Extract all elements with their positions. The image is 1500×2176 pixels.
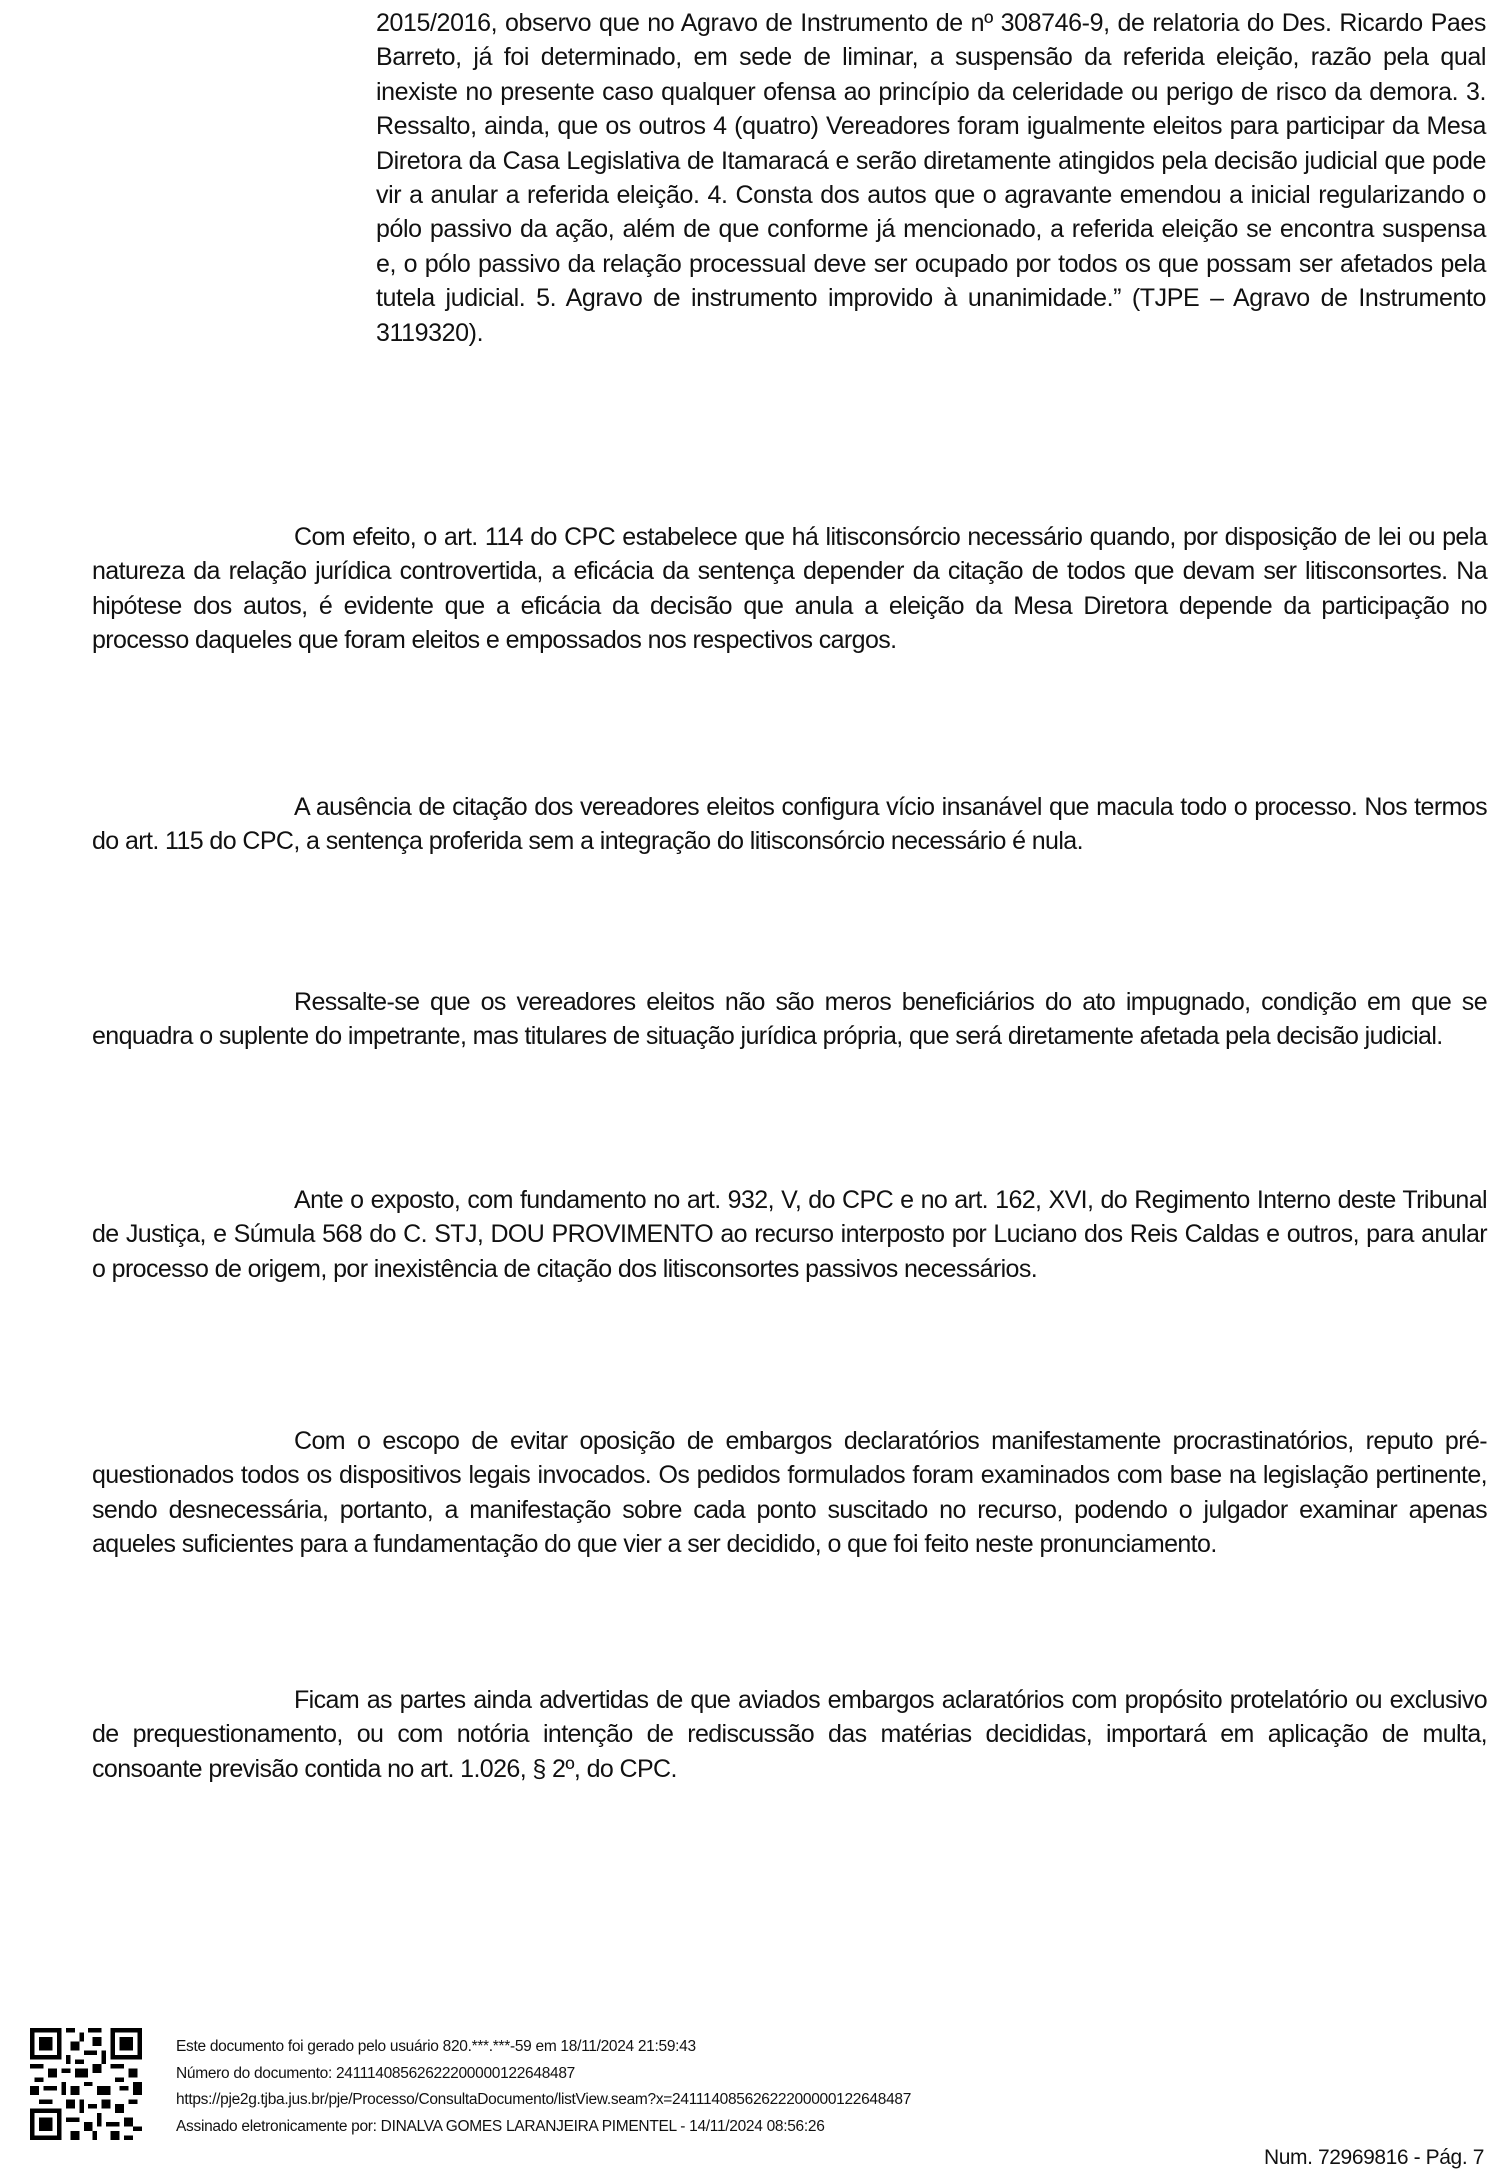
paragraph-dispositivo: Ante o exposto, com fundamento no art. 932, V, do CPC e no art. 162, XVI, do Regimento Interno deste Tribunal de Justiça, e Súmula 568 do C. STJ, DOU PROVIMENTO ao recurso interposto por Luciano dos Reis Caldas e outros, para anular o processo de origem, por inexistência de citação dos litisconsortes passivos necessários. [92,1186,1487,1283]
signed-by-text: Assinado eletronicamente por: DINALVA GOMES LARANJEIRA PIMENTEL - 14/11/2024 08:56:26 [176,2117,825,2135]
page-number: Num. 72969816 - Pág. 7 [1263,2146,1484,2169]
paragraph-ressalte: Ressalte-se que os vereadores eleitos não são meros beneficiários do ato impugnado, condição em que se enquadra o suplente do impetrante, mas titulares de situação jurídica própria, que será diretamente afetada pela decisão judicial. [92,988,1487,1051]
paragraph-prequestionamento: Com o escopo de evitar oposição de embargos declaratórios manifestamente procrastinatórios, reputo pré-questionados todos os dispositivos legais invocados. Os pedidos formulados foram examinados com base na legislação pertinente, sendo desnecessária, portanto, a manifestação sobre cada ponto suscitado no recurso, podendo o julgador examinar apenas aqueles suficientes para a fundamentação do que vier a ser decidido, o que foi feito neste pronunciamento. [92,1427,1487,1559]
generated-by-text: Este documento foi gerado pelo usuário 820.***.***-59 em 18/11/2024 21:59:43 [176,2038,696,2055]
paragraph-ausencia-citacao: A ausência de citação dos vereadores eleitos configura vício insanável que macula todo o processo. Nos termos do art. 115 do CPC, a sentença proferida sem a integração do litisconsórcio necessário é nula. [92,793,1487,856]
quoted-precedent: 2015/2016, observo que no Agravo de Instrumento de nº 308746-9, de relatoria do Des. Ricardo Paes Barreto, já foi determinado, em sede de liminar, a suspensão da referida eleição, razão pela qual inexiste no presente caso qualquer ofensa ao princípio da celeridade ou perigo de risco da demora. 3. Ressalto, ainda, que os outros 4 (quatro) Vereadores foram igualmente eleitos para participar da Mesa Diretora da Casa Legislativa de Itamaracá e serão diretamente atingidos pela decisão judicial que pode vir a anular a referida eleição. 4. Consta dos autos que o agravante emendou a inicial regularizando o pólo passivo da ação, além de que conforme já mencionado, a referida eleição se encontra suspensa e, o pólo passivo da relação processual deve ser ocupado por todos os que possam ser afetados pela tutela judicial. 5. Agravo de instrumento improvido à unanimidade.” (TJPE – Agravo de Instrumento 3119320). [376,9,1486,347]
document-footer [0,2020,1500,2170]
paragraph-litisconsorcio: Com efeito, o art. 114 do CPC estabelece que há litisconsórcio necessário quando, por disposição de lei ou pela natureza da relação jurídica controvertida, a eficácia da sentença depender da citação de todos que devam ser litisconsortes. Na hipótese dos autos, é evidente que a eficácia da decisão que anula a eleição da Mesa Diretora depende da participação no processo daqueles que foram eleitos e empossados nos respectivos cargos. [92,523,1487,655]
document-url-link[interactable]: https://pje2g.tjba.jus.br/pje/Processo/ConsultaDocumento/listView.seam?x=24111408562622200000122648487 [176,2091,912,2109]
footer-metadata [176,2034,911,2140]
qr-code-icon [30,2028,142,2140]
document-number-text: Número do documento: 24111408562622200000122648487 [176,2064,575,2082]
paragraph-advertencia: Ficam as partes ainda advertidas de que aviados embargos aclaratórios com propósito protelatório ou exclusivo de prequestionamento, ou com notória intenção de rediscussão das matérias decididas, importará em aplicação de multa, consoante previsão contida no art. 1.026, § 2º, do CPC. [92,1686,1487,1783]
